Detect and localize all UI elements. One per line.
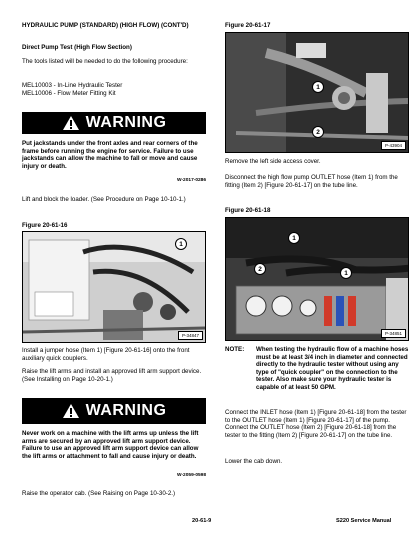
figure-17-callout-1: 1 [312, 81, 324, 93]
subheading: Direct Pump Test (High Flow Section) [22, 44, 132, 51]
figure-18-code: P-34851 [381, 329, 406, 338]
warning-code-2: W-2059-0598 [177, 473, 206, 478]
figure-16-code: P-34847 [178, 331, 203, 340]
note-text: When testing the hydraulic flow of a machine hoses must be at least 3/4 inch in diameter and connected directly to the hydraulic tester without using any type of "quick coupler" on the connection to the tester. Also make sure your hydraulic tester is capable of at least 50 GPM. [256, 346, 409, 391]
intro-text: The tools listed will be needed to do the following procedure: [22, 58, 188, 65]
remove-text: Remove the left side access cover. [225, 158, 321, 165]
figure-18-callout-1-right: 1 [340, 267, 352, 279]
warning-code-1: W-2017-0286 [177, 178, 206, 183]
figure-17-callout-2: 2 [312, 126, 324, 138]
connect-text: Connect the INLET hose (Item 1) [Figure 20-61-18] from the tester to the OUTLET hose (Item 1) [Figure 20-61-17] of the pump. Connect the OUTLET hose (Item 2) [Figure 20-61-18] from the tester to the fitting (Item 2) [Figure 20-61-17] on the tube line. [225, 409, 407, 439]
figure-16-title: Figure 20-61-16 [22, 222, 68, 229]
lower-text: Lower the cab down. [225, 458, 283, 465]
figure-18-callout-2: 2 [254, 263, 266, 275]
warning-triangle-icon [62, 115, 80, 131]
warning-text-2: Never work on a machine with the lift arms up unless the lift arms are secured by an approved lift arm support device. Failure to use an approved lift arm support device can allow the lift arms or attachment to fall and cause injury or death. [22, 430, 199, 460]
cab-text: Raise the operator cab. (See Raising on Page 10-30-2.) [22, 490, 176, 497]
figure-17-code: P-43904 [381, 141, 406, 150]
note-label: NOTE: [225, 346, 245, 353]
page-number: 20-61-9 [192, 518, 212, 524]
warning-banner-1 [22, 112, 206, 134]
warning-label-2: WARNING [85, 402, 167, 419]
tool-2: MEL10006 - Flow Meter Fitting Kit [22, 90, 116, 97]
jumper-text: Install a jumper hose (Item 1) [Figure 20-61-16] onto the front auxiliary quick couplers. [22, 347, 190, 362]
figure-18-title: Figure 20-61-18 [225, 207, 271, 214]
figure-18-callout-1-top: 1 [288, 232, 300, 244]
disconnect-text: Disconnect the high flow pump OUTLET hose (Item 1) from the fitting (Item 2) [Figure 20-61-17] on the tube line. [225, 174, 398, 189]
warning-label-1: WARNING [85, 114, 167, 131]
warning-text-1: Put jackstands under the front axles and rear corners of the frame before running the engine for service. Failure to use jackstands can allow the machine to fall or move and cause injury or death. [22, 140, 198, 170]
lift-text: Lift and block the loader. (See Procedure on Page 10-10-1.) [22, 196, 186, 203]
tool-1: MEL10003 - In-Line Hydraulic Tester [22, 82, 123, 89]
warning-banner-2 [22, 398, 206, 424]
heading: HYDRAULIC PUMP (STANDARD) (HIGH FLOW) (CONT'D) [22, 22, 189, 29]
figure-16-photo [22, 231, 206, 343]
manual-title: S220 Service Manual [336, 518, 392, 524]
figure-16-callout-1: 1 [175, 238, 187, 250]
figure-17-photo [225, 32, 409, 153]
figure-18-photo [225, 217, 409, 341]
figure-17-title: Figure 20-61-17 [225, 22, 271, 29]
warning-triangle-icon [62, 403, 80, 419]
support-text: Raise the lift arms and install an approved lift arm support device. (See Installing on Page 10-20-1.) [22, 368, 202, 383]
